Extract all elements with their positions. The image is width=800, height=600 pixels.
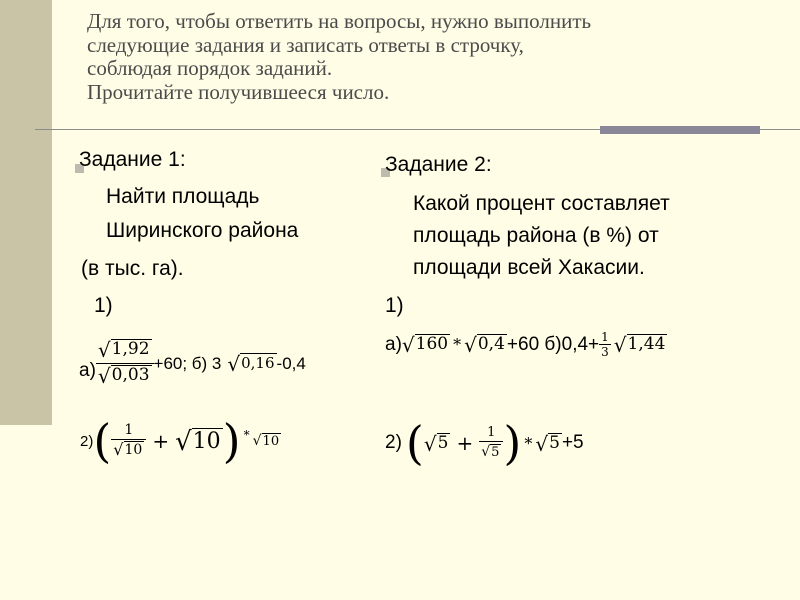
task1-text-line: (в тыс. га). (81, 257, 184, 280)
side-decor-band (0, 0, 52, 425)
fraction (599, 331, 611, 358)
sqrt-symbol: √ 10 (252, 433, 280, 449)
open-paren: ( (405, 416, 424, 470)
formula-prefix: а) (79, 359, 96, 381)
fraction-denominator (111, 439, 146, 460)
fraction (479, 425, 503, 461)
open-paren: ( (93, 414, 112, 468)
sqrt-symbol: √ 1,92 (97, 338, 150, 362)
close-paren: ) (222, 414, 241, 468)
sqrt-symbol: √ 10 (113, 440, 143, 459)
fraction-denominator (479, 441, 503, 461)
plus-sign: + (152, 429, 170, 453)
sqrt-symbol: √ 0,03 (97, 364, 150, 388)
close-paren: ) (503, 416, 522, 470)
formula-prefix: 2) (385, 432, 402, 453)
formula-text: +60 б)0,4+ (506, 333, 600, 355)
task1-formula-2 (80, 414, 281, 468)
sqrt-symbol: √ 5 (481, 444, 500, 460)
sqrt-symbol: √ 0,4 (464, 333, 505, 357)
fraction-numerator: 1 (601, 330, 609, 344)
formula-text: +60; б) 3 (153, 353, 222, 373)
formula-prefix: 2) (80, 432, 94, 450)
task1-text-line: Ширинского района (106, 219, 299, 242)
fraction-numerator (96, 339, 154, 363)
task1-item-number: 1) (94, 294, 113, 317)
task2-text-line: Какой процент составляет (413, 192, 670, 215)
sqrt-symbol: √ 5 (535, 431, 560, 456)
sqrt-symbol: √ 5 (423, 431, 449, 456)
multiply-sign: * (524, 433, 533, 453)
task1-formula-a (79, 339, 306, 388)
task2-text-line: площадь района (в %) от (413, 224, 659, 247)
sqrt-symbol: √ 160 (401, 333, 449, 357)
fraction-numerator: 1 (487, 425, 496, 440)
multiply-sign: * (243, 428, 250, 442)
plus-sign: + (456, 431, 474, 455)
task2-item-number: 1) (385, 294, 404, 317)
task2-title: Задание 2: (385, 153, 492, 176)
task2-formula-a (385, 331, 667, 358)
instructions-header (87, 10, 777, 104)
sqrt-symbol: √ 1,44 (613, 333, 666, 357)
header-separator-accent (600, 126, 760, 134)
header-line: следующие задания и записать ответы в строчку, (87, 32, 524, 57)
formula-text: -0,4 (276, 353, 306, 373)
sqrt-symbol: √ 0,16 (227, 352, 275, 376)
formula-text: +5 (561, 432, 584, 453)
header-line: Прочитайте получившееся число. (87, 79, 390, 104)
header-line: соблюдая порядок заданий. (87, 56, 333, 80)
task2-text-line: площади всей Хакасии. (413, 256, 645, 279)
fraction-numerator: 1 (124, 422, 134, 438)
sqrt-symbol: √ 10 (175, 426, 221, 457)
fraction-denominator: 3 (601, 345, 609, 359)
header-line: Для того, чтобы ответить на вопросы, нужно выполнить (87, 9, 592, 33)
formula-prefix: а) (385, 333, 402, 355)
task1-text-line: Найти площадь (106, 185, 260, 208)
task1-title: Задание 1: (79, 148, 186, 171)
fraction (96, 339, 154, 388)
fraction (111, 422, 146, 460)
task2-formula-2 (385, 416, 584, 470)
multiply-sign: * (453, 335, 462, 354)
fraction-denominator (96, 363, 154, 388)
